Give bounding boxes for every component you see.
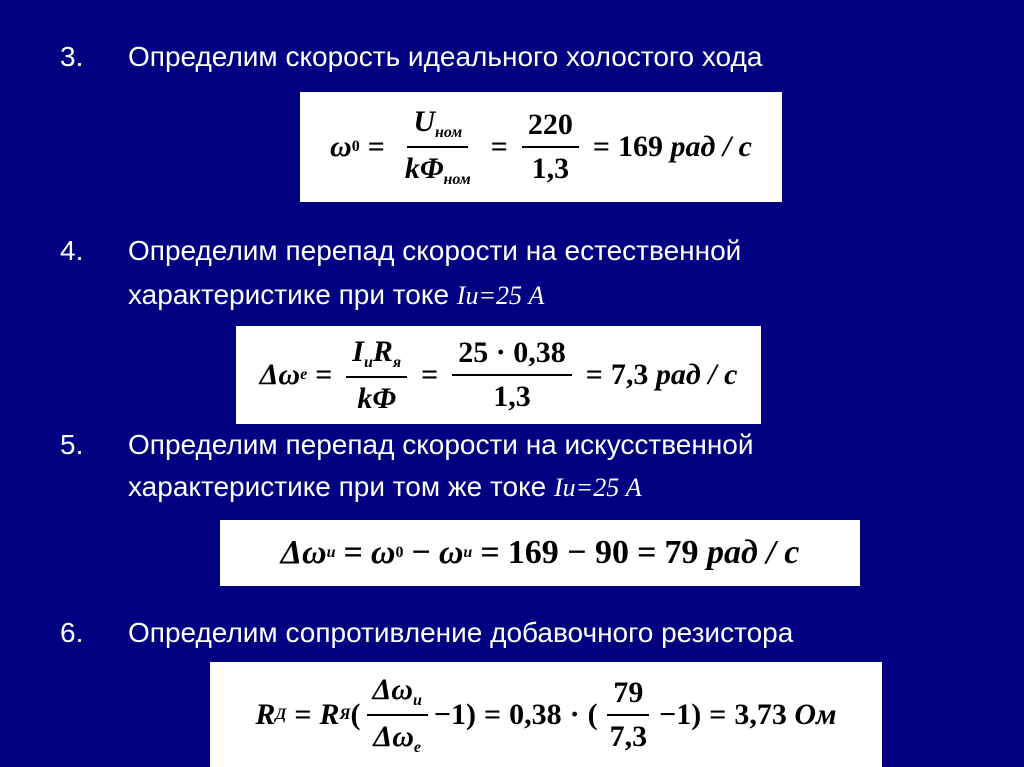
numerator: Δω	[372, 672, 414, 706]
omega-zero: ω	[370, 534, 396, 571]
subscript: Д	[275, 705, 287, 723]
formula-added-resistor: R Д = R Я ( $\frac{\Delta\omega_и}{\Delta\omega_е}$ −1 ) = 0,38 · ( $\frac{79}{7,3}$ −1 ) = 3,73 Ом	[210, 662, 882, 767]
fraction-numeric	[452, 336, 572, 414]
item-text: характеристике при том же токе	[128, 471, 554, 502]
denominator: kΦ	[357, 381, 397, 415]
numerator: 25 · 0,38	[452, 336, 572, 376]
item-number: 5.	[60, 429, 84, 460]
item-text: характеристике при токе	[128, 279, 457, 310]
minus-one: −1	[433, 697, 467, 731]
denominator: 7,3	[609, 719, 648, 753]
numerator: U	[413, 105, 435, 138]
denominator: kΦ	[404, 152, 444, 185]
subscript: 0	[351, 138, 360, 155]
armature-r: R	[319, 697, 340, 731]
result-value: 79	[664, 534, 699, 571]
minus-one: −1	[659, 697, 692, 731]
delta-omega: Δω	[259, 358, 301, 391]
item-text: Определим перепад скорости на естественной	[128, 235, 742, 266]
omega-symbol: ω	[330, 130, 352, 163]
item-text: Определим перепад скорости на искусственной	[128, 429, 754, 460]
subscript: и	[463, 544, 473, 561]
subscript: е	[300, 366, 308, 383]
formula-natural-speed-drop: Δω е = $\frac{I_иR_я}{k\Phi}$ = $\frac{25 \cdot 0,38}{1,3}$ = 7,3 рад / с	[236, 326, 761, 424]
numerator: 79	[607, 676, 649, 716]
subscript: и	[413, 691, 422, 709]
denominator: Δω	[373, 719, 414, 753]
subscript: и	[326, 544, 336, 561]
subscript: я	[392, 353, 402, 371]
subscript: ном	[443, 171, 471, 188]
item-text: Определим скорость идеального холостого хода	[128, 41, 763, 72]
fraction-numeric	[522, 108, 579, 186]
numerator: 220	[522, 108, 579, 148]
current-symbol: Iи=25 А	[554, 473, 642, 502]
item-number: 4.	[60, 235, 84, 266]
fraction-delta-omega	[367, 673, 428, 757]
subscript: и	[363, 353, 373, 371]
current-symbol: Iи=25 А	[456, 281, 545, 310]
item-text: Определим сопротивление добавочного резистора	[128, 617, 794, 648]
fraction-u-over-kphi	[399, 105, 477, 189]
current: I	[352, 334, 364, 368]
unit: рад / с	[670, 130, 752, 163]
denominator: 1,3	[493, 380, 531, 413]
coefficient: 0,38	[509, 697, 562, 731]
item-number: 3.	[60, 41, 84, 72]
result-value: 3,73	[734, 697, 787, 731]
unit: Ом	[794, 697, 837, 731]
result-value: 169	[617, 130, 663, 163]
resistance: R	[372, 334, 393, 368]
result-value: 7,3	[610, 358, 649, 391]
fraction-ir-over-kphi	[346, 335, 407, 416]
subscript: 0	[395, 544, 404, 561]
formula-artificial-speed-drop: Δω и = ω 0 − ω и = 169 − 90 = 79 рад / с	[220, 520, 860, 586]
resistor-r: R	[255, 697, 276, 731]
unit: рад / с	[706, 534, 800, 571]
delta-omega: Δω	[280, 534, 327, 571]
item-number: 6.	[60, 617, 84, 648]
omega-i: ω	[438, 534, 464, 571]
formula-ideal-speed: ω 0 = $\frac{U_{ном}}{k\Phi_{ном}}$ = $\frac{220}{1,3}$ = 169 рад / с	[300, 92, 782, 202]
fraction-numeric	[604, 676, 654, 754]
subscript: Я	[339, 705, 351, 723]
subscript: е	[413, 738, 422, 756]
expression: 169 − 90	[507, 534, 630, 571]
subscript: ном	[434, 124, 463, 141]
unit: рад / с	[655, 358, 738, 391]
denominator: 1,3	[531, 152, 570, 185]
